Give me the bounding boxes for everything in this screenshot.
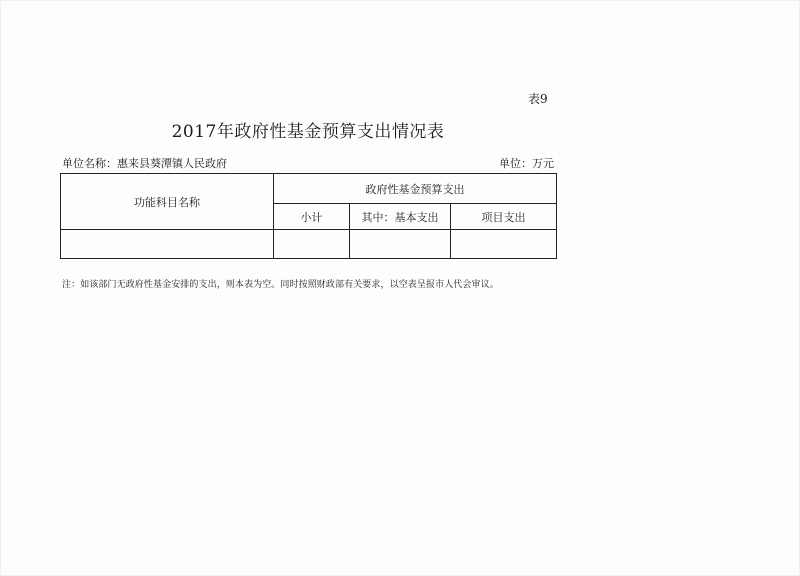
unit-name-label: 单位名称：惠来县葵潭镇人民政府 — [62, 157, 227, 170]
header-project-expenditure: 项目支出 — [451, 204, 557, 230]
table-cell — [350, 230, 451, 259]
table-number: 表9 — [528, 92, 548, 106]
expenditure-table — [60, 173, 557, 259]
table-header-row — [61, 174, 557, 204]
table-row — [61, 230, 557, 259]
header-basic-expenditure: 其中：基本支出 — [350, 204, 451, 230]
page-title: 2017年政府性基金预算支出情况表 — [171, 122, 445, 142]
header-subtotal: 小计 — [274, 204, 350, 230]
currency-unit-label: 单位：万元 — [499, 157, 554, 170]
footnote: 注：如该部门无政府性基金安排的支出，则本表为空。同时按照财政部有关要求，以空表呈报市人代会审议。 — [62, 280, 499, 290]
header-function-name: 功能科目名称 — [61, 174, 274, 230]
table-cell — [274, 230, 350, 259]
header-fund-expenditure: 政府性基金预算支出 — [274, 174, 557, 204]
table-cell — [451, 230, 557, 259]
table-cell — [61, 230, 274, 259]
unit-info-row — [62, 155, 556, 171]
